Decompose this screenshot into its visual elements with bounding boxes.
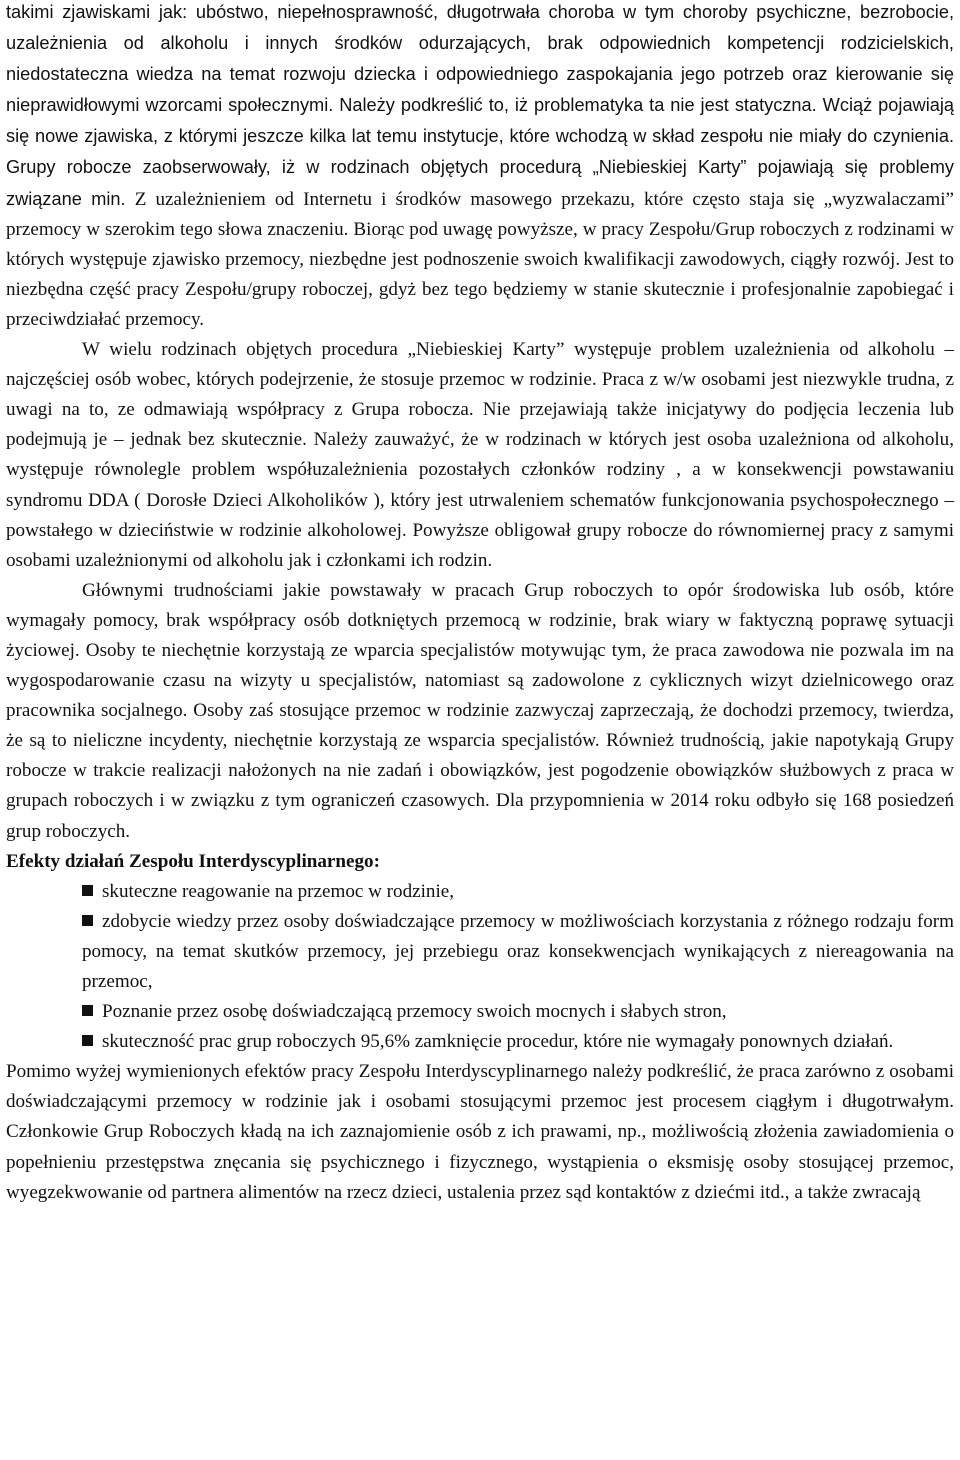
list-item [82, 1027, 954, 1057]
body-paragraph-3: Głównymi trudnościami jakie powstawały w pracach Grup roboczych to opór środowiska lub osób, które wymagały pomocy, brak współpracy osób dotkniętych przemocą w rodzinie, brak wiary w faktyczną poprawę sytuacji życiowej. Osoby te niechętnie korzystają ze wparcia specjalistów motywując tym, że praca zawodowa nie pozwala im na wygospodarowanie czasu na wizyty u specjalistów, natomiast są zadowolone z cyklicznych wizyt dzielnicowego oraz pracownika socjalnego. Osoby zaś stosujące przemoc w rodzinie zazwyczaj zaprzeczają, że dochodzi przemocy, twierdza, że są to nieliczne incydenty, niechętnie korzystają ze wsparcia specjalistów. Również trudnością, jakie napotykają Grupy robocze w trakcie realizacji nałożonych na nie zadań i obowiązków, jest pogodzenie obowiązków służbowych z praca w grupach roboczych i w związku z tym ograniczeń czasowych. Dla przypomnienia w 2014 roku odbyło się 168 posiedzeń grup roboczych. [6, 579, 954, 842]
body-paragraph-1 [6, 0, 954, 335]
list-item-text: zdobycie wiedzy przez osoby doświadczające przemocy w możliwościach korzystania z różnego rodzaju form pomocy, na temat skutków przemocy, jej przebiegu oraz konsekwencjach wynikających z niereagowania na przemoc, [82, 910, 954, 992]
square-bullet-icon [82, 915, 93, 926]
paragraph-1-sans-part: takimi zjawiskami jak: ubóstwo, niepełnosprawność, długotrwała choroba w tym choroby psychiczne, bezrobocie, uzależnienia od alkoholu i innych środków odurzających, brak odpowiednich kompetencji rodzicielskich, niedostateczna wiedza na temat rozwoju dziecka i odpowiedniego zaspokajania jego potrzeb oraz kierowanie się nieprawidłowymi wzorcami społecznymi. Należy podkreślić to, iż problematyka ta nie jest statyczna. Wciąż pojawiają się nowe zjawiska, z którymi jeszcze kilka lat temu instytucje, które wchodzą w skład zespołu nie miały do czynienia. Grupy robocze zaobserwowały, iż w rodzinach objętych procedurą „Niebieskiej Karty” pojawiają się problemy związane min. [6, 2, 954, 209]
paragraph-1-serif-part: Z uzależnieniem od Internetu i środków masowego przekazu, które często staja się „wyzwalaczami” przemocy w szerokim tego słowa znaczeniu. Biorąc pod uwagę powyższe, w pracy Zespołu/Grup roboczych z rodzinami w których występuje zjawisko przemocy, niezbędne jest podnoszenie swoich kwalifikacji zawodowych, ciągły rozwój. Jest to niezbędna część pracy Zespołu/grupy roboczej, gdyż bez tego będziemy w stanie skutecznie i profesjonalnie zapobiegać i przeciwdziałać przemocy. [6, 188, 954, 330]
list-item-text: skuteczne reagowanie na przemoc w rodzinie, [102, 880, 455, 902]
list-item [82, 997, 954, 1027]
square-bullet-icon [82, 1005, 93, 1016]
body-paragraph-2: W wielu rodzinach objętych procedura „Niebieskiej Karty” występuje problem uzależnienia od alkoholu – najczęściej osób wobec, których podejrzenie, że stosuje przemoc w rodzinie. Praca z w/w osobami jest niezwykle trudna, z uwagi na to, ze odmawiają współpracy z Grupa robocza. Nie przejawiają także inicjatywy do podjęcia leczenia lub podejmują je – jednak bez skutecznie. Należy zauważyć, że w rodzinach w których jest osoba uzależniona od alkoholu, występuje równolegle problem współuzależnienia pozostałych członków rodziny , a w konsekwencji powstawaniu syndromu DDA ( Dorosłe Dzieci Alkoholików ), który jest utrwaleniem schematów funkcjonowania psychospołecznego – powstałego w dzieciństwie w rodzinie alkoholowej. Powyższe obligował grupy robocze do równomiernej pracy z samymi osobami uzależnionymi od alkoholu jak i członkami ich rodzin. [6, 339, 954, 571]
list-item [82, 877, 954, 907]
body-paragraph-4: Pomimo wyżej wymienionych efektów pracy Zespołu Interdyscyplinarnego należy podkreślić, że praca zarówno z osobami doświadczającymi przemocy w rodzinie jak i osobami stosującymi przemoc jest procesem ciągłym i długotrwałym. Członkowie Grup Roboczych kładą na ich zaznajomienie osób z ich prawami, np., możliwością złożenia zawiadomienia o popełnieniu przestępstwa znęcania się psychicznego i fizycznego, wystąpienia o eksmisję osoby stosującej przemoc, wyegzekwowanie od partnera alimentów na rzecz dzieci, ustalenia przez sąd kontaktów z dziećmi itd., a także zwracają [6, 1061, 954, 1203]
list-item [82, 907, 954, 997]
square-bullet-icon [82, 1035, 93, 1046]
square-bullet-icon [82, 885, 93, 896]
list-item-text: skuteczność prac grup roboczych 95,6% zamknięcie procedur, które nie wymagały ponownych działań. [102, 1031, 894, 1053]
section-heading: Efekty działań Zespołu Interdyscyplinarnego: [6, 850, 380, 872]
list-item-text: Poznanie przez osobę doświadczającą przemocy swoich mocnych i słabych stron, [102, 1001, 727, 1023]
effects-list [6, 877, 954, 1058]
